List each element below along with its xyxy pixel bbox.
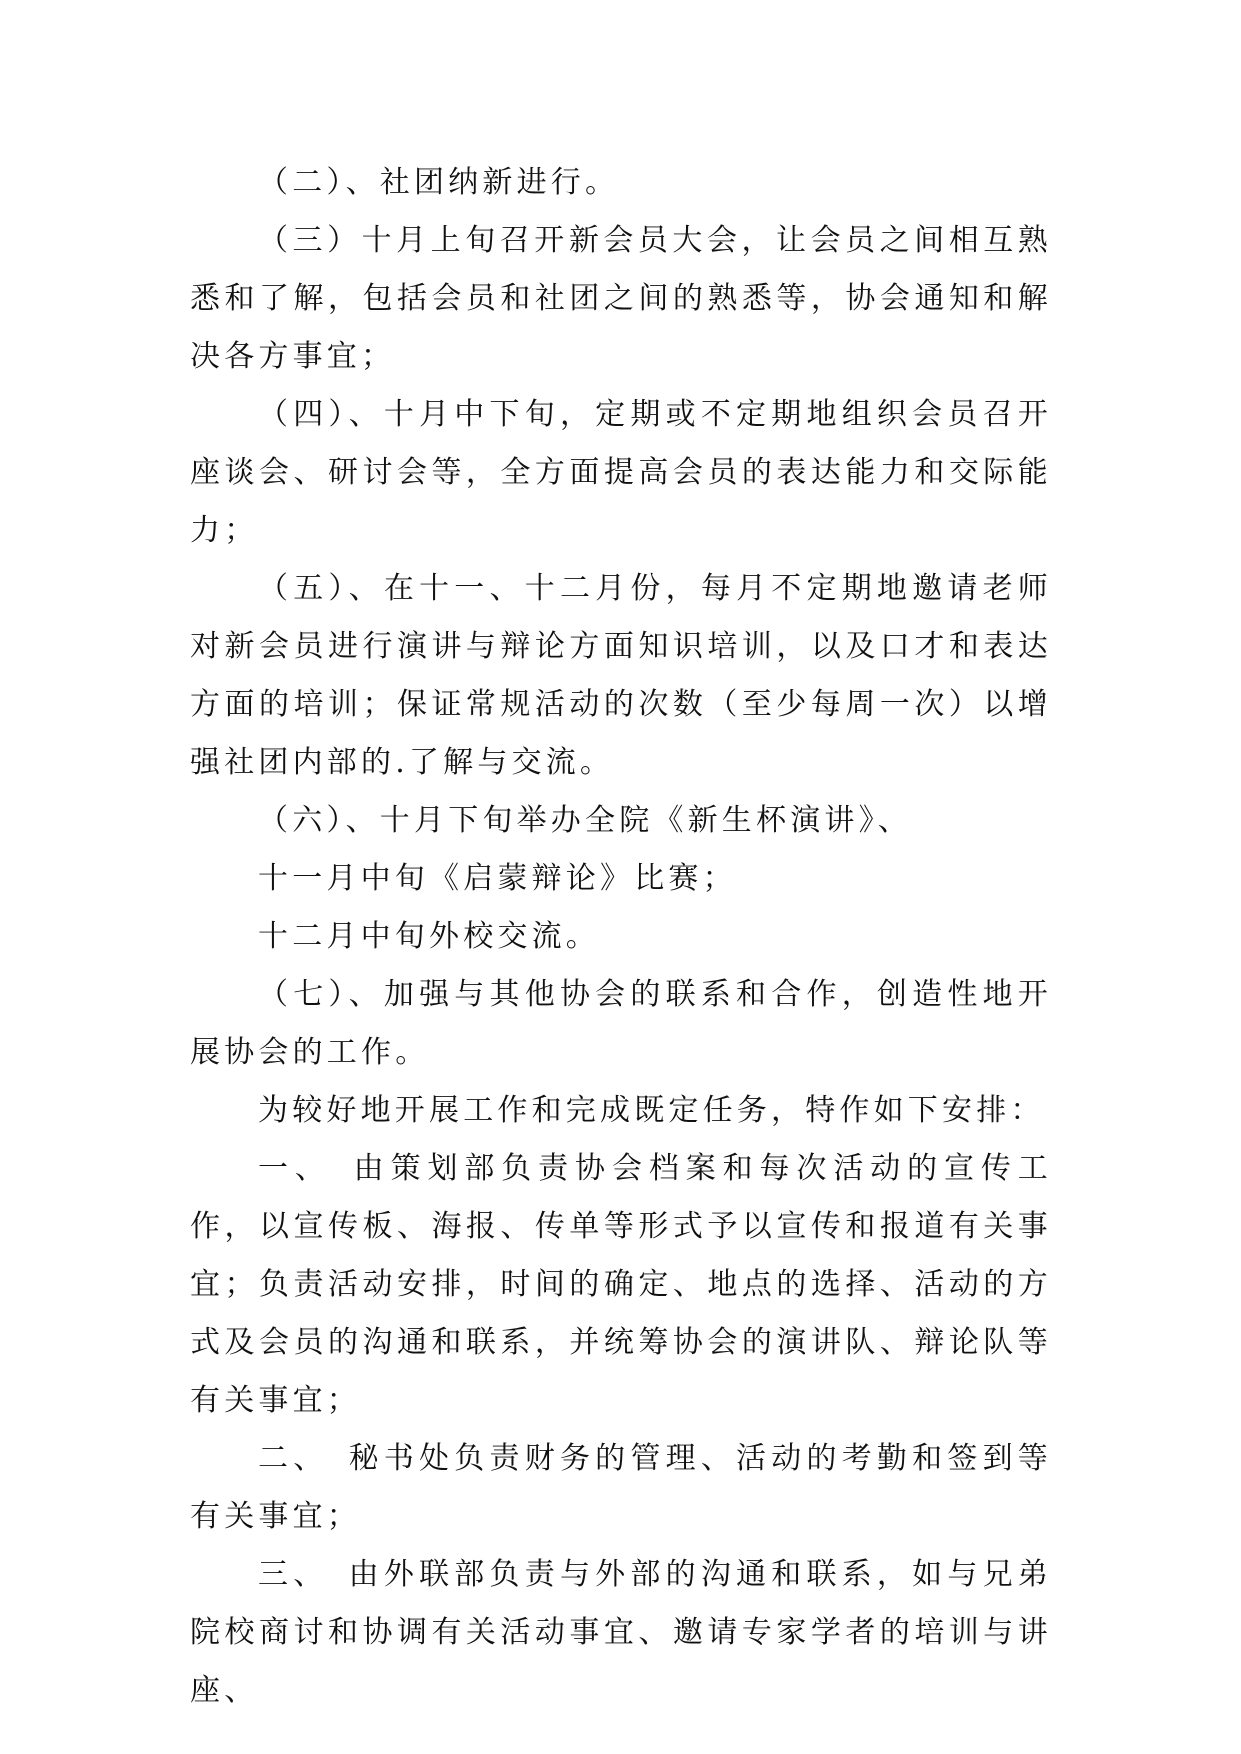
paragraph-7: （七）、加强与其他协会的联系和合作，创造性地开展协会的工作。 bbox=[190, 977, 1052, 1070]
paragraph-5: （五）、在十一、十二月份，每月不定期地邀请老师对新会员进行演讲与辩论方面知识培训，以及口才和表达方面的培训；保证常规活动的次数（至少每周一次）以增强社团内部的.了解与交流。 bbox=[190, 571, 1052, 780]
paragraph-2: （二）、社团纳新进行。 bbox=[258, 165, 620, 200]
paragraph-6-cont-2: 十二月中旬外校交流。 bbox=[258, 919, 600, 954]
arrangement-item-1: 一、 由策划部负责协会档案和每次活动的宣传工作，以宣传板、海报、传单等形式予以宣传和报道有关事宜；负责活动安排，时间的确定、地点的选择、活动的方式及会员的沟通和联系，并统筹协会的演讲队、辩论队等有关事宜； bbox=[190, 1151, 1052, 1418]
paragraph-4: （四）、十月中下旬，定期或不定期地组织会员召开座谈会、研讨会等，全方面提高会员的表达能力和交际能力； bbox=[190, 397, 1052, 548]
paragraph-3: （三）十月上旬召开新会员大会，让会员之间相互熟悉和了解，包括会员和社团之间的熟悉等，协会通知和解决各方事宜； bbox=[190, 223, 1052, 374]
paragraph-6-cont-1: 十一月中旬《启蒙辩论》比赛； bbox=[258, 861, 737, 896]
paragraph-6: （六）、十月下旬举办全院《新生杯演讲》、 bbox=[258, 803, 912, 838]
arrangement-item-2: 二、 秘书处负责财务的管理、活动的考勤和签到等有关事宜； bbox=[190, 1441, 1052, 1534]
arrangement-intro: 为较好地开展工作和完成既定任务，特作如下安排： bbox=[258, 1093, 1045, 1128]
arrangement-item-3: 三、 由外联部负责与外部的沟通和联系，如与兄弟院校商讨和协调有关活动事宜、邀请专家学者的培训与讲座、 bbox=[190, 1557, 1052, 1708]
document-body bbox=[190, 154, 1052, 1720]
